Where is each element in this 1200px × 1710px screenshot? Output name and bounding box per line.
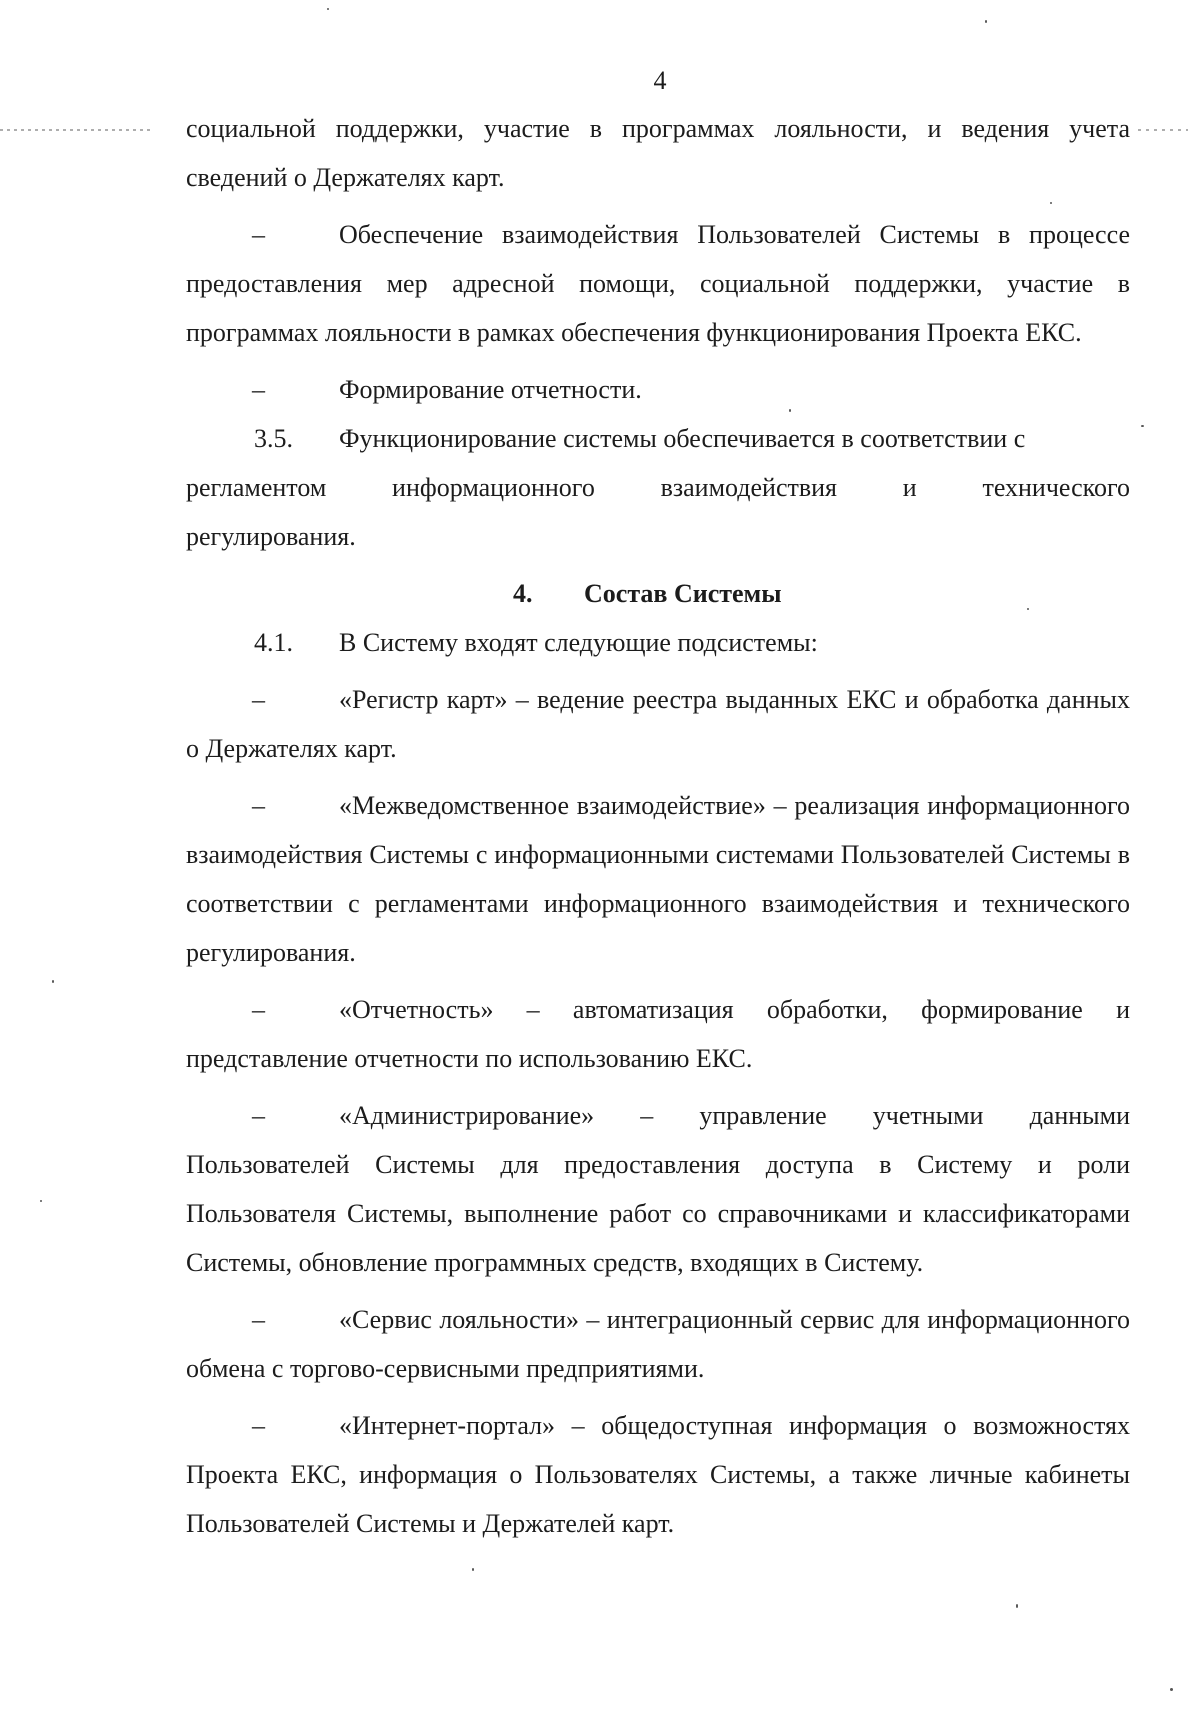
clause-3-5-line2 — [186, 463, 1130, 512]
dash-marker: – — [252, 220, 265, 249]
scan-speck — [40, 1200, 42, 1202]
clause-4-1 — [186, 618, 1130, 667]
scan-speck — [1016, 1604, 1018, 1608]
list-item-interaction — [186, 210, 1130, 357]
dash-marker: – — [252, 375, 265, 404]
section-number: 4. — [513, 579, 533, 608]
scan-speck — [1170, 1688, 1173, 1691]
scan-speck — [327, 8, 329, 10]
clause-text: Функционирование системы обеспечивается в соответствии с — [339, 424, 1026, 453]
subsystem-item — [186, 1295, 1130, 1393]
paragraph-continuation: социальной поддержки, участие в программах лояльности, и ведения учета сведений о Держателях карт. — [186, 114, 1130, 192]
scan-speck — [985, 20, 987, 23]
clause-text: В Систему входят следующие подсистемы: — [339, 628, 818, 657]
dash-marker: – — [252, 995, 265, 1024]
scan-speck — [472, 1568, 474, 1571]
subsystem-text: «Межведомственное взаимодействие» – реализация информационного взаимодействия Системы с информационными системами Пользователей Системы в соответствии с регламентами информационного взаимодействия и технического регулирования. — [186, 791, 1130, 967]
dash-marker: – — [252, 1305, 265, 1334]
subsystem-text: «Отчетность» – автоматизация обработки, формирование и представление отчетности по использованию ЕКС. — [186, 995, 1130, 1073]
subsystem-item — [186, 781, 1130, 977]
subsystem-text: «Сервис лояльности» – интеграционный сервис для информационного обмена с торгово-сервисными предприятиями. — [186, 1305, 1130, 1383]
dash-marker: – — [252, 685, 265, 714]
document-body — [186, 104, 1130, 1548]
scan-speck — [52, 980, 54, 983]
clause-number: 4.1. — [254, 628, 293, 657]
section-title: Состав Системы — [584, 579, 782, 608]
dash-marker: – — [252, 791, 265, 820]
list-item-text: Формирование отчетности. — [339, 375, 642, 404]
clause-3-5-line3: регулирования. — [186, 522, 356, 551]
list-item-reporting — [186, 365, 1130, 414]
subsystem-text: «Регистр карт» – ведение реестра выданных ЕКС и обработка данных о Держателях карт. — [186, 685, 1130, 763]
scan-artifact — [1138, 129, 1188, 131]
subsystem-item — [186, 1401, 1130, 1548]
word: регламентом — [186, 473, 327, 502]
dash-marker: – — [252, 1101, 265, 1130]
page-number: 4 — [653, 66, 667, 95]
section-heading — [186, 569, 1130, 618]
subsystem-text: «Администрирование» – управление учетными данными Пользователей Системы для предоставления доступа в Систему и роли Пользователя Системы, выполнение работ со справочниками и классификаторами Системы, обновление программных средств, входящих в Систему. — [186, 1101, 1130, 1277]
word: и — [902, 473, 917, 502]
subsystem-text: «Интернет-портал» – общедоступная информация о возможностях Проекта ЕКС, информация о Пользователях Системы, а также личные кабинеты Пользователей Системы и Держателей карт. — [186, 1411, 1130, 1538]
scan-speck — [1141, 425, 1144, 427]
clause-number: 3.5. — [254, 424, 293, 453]
subsystem-item — [186, 985, 1130, 1083]
subsystem-item — [186, 675, 1130, 773]
scan-artifact — [0, 129, 150, 131]
word: взаимодействия — [660, 473, 838, 502]
subsystem-item — [186, 1091, 1130, 1287]
word: технического — [982, 473, 1130, 502]
list-item-text: Обеспечение взаимодействия Пользователей Системы в процессе предоставления мер адресной помощи, социальной поддержки, участие в программах лояльности в рамках обеспечения функционирования Проекта ЕКС. — [186, 220, 1130, 347]
dash-marker: – — [252, 1411, 265, 1440]
word: информационного — [392, 473, 595, 502]
clause-3-5 — [186, 414, 1130, 463]
